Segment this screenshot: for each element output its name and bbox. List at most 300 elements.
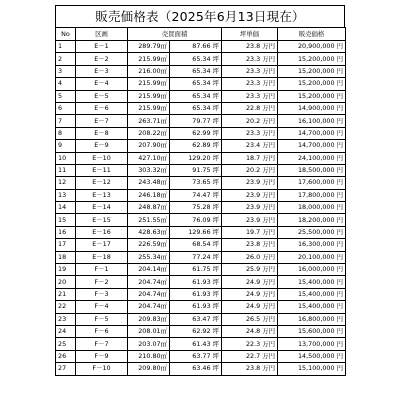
cell-no: 19 — [56, 264, 76, 276]
cell-tsubo-price — [222, 127, 278, 139]
cell-price — [278, 325, 346, 337]
cell-area-sqm — [128, 301, 170, 313]
unit-tsubo: 坪 — [212, 54, 219, 63]
area-sqm-value: 427.10 — [138, 153, 161, 162]
cell-price — [278, 115, 346, 127]
unit-manyen: 万円 — [262, 351, 275, 360]
tsubo-price-value: 19.7 — [245, 228, 261, 237]
area-sqm-value: 215.99 — [138, 54, 161, 63]
cell-no: 23 — [56, 313, 76, 325]
area-tsubo-value: 63.46 — [192, 364, 211, 373]
cell-area-tsubo — [170, 140, 222, 152]
header-area: 売買面積 — [128, 28, 222, 41]
cell-no: 24 — [56, 325, 76, 337]
unit-yen: 円 — [336, 79, 343, 88]
tsubo-price-value: 23.8 — [245, 240, 261, 249]
cell-area-tsubo — [170, 164, 222, 176]
unit-yen: 円 — [336, 265, 343, 274]
unit-yen: 円 — [336, 203, 343, 212]
cell-kukaku: E－4 — [76, 78, 128, 90]
table-row — [56, 140, 346, 152]
unit-yen: 円 — [336, 364, 343, 373]
cell-area-sqm — [128, 202, 170, 214]
unit-sqm: ㎡ — [160, 252, 167, 261]
table-row — [56, 164, 346, 176]
cell-no: 12 — [56, 177, 76, 189]
tsubo-price-value: 25.9 — [245, 265, 261, 274]
cell-price — [278, 152, 346, 164]
cell-tsubo-price — [222, 189, 278, 201]
price-value: 15,100,000 — [297, 364, 335, 373]
unit-yen: 円 — [336, 190, 343, 199]
cell-no: 16 — [56, 226, 76, 238]
price-value: 14,500,000 — [297, 351, 335, 360]
unit-tsubo: 坪 — [212, 290, 219, 298]
price-table — [55, 27, 346, 376]
unit-yen: 円 — [336, 128, 343, 137]
area-sqm-value: 251.55 — [138, 215, 161, 224]
area-tsubo-value: 87.66 — [192, 42, 211, 51]
cell-tsubo-price — [222, 325, 278, 337]
cell-price — [278, 301, 346, 313]
cell-area-tsubo — [170, 189, 222, 201]
unit-sqm: ㎡ — [160, 91, 167, 100]
cell-kukaku: E－10 — [76, 152, 128, 164]
header-kukaku: 区画 — [76, 28, 128, 41]
area-tsubo-value: 65.34 — [192, 54, 211, 63]
unit-yen: 円 — [336, 252, 343, 261]
unit-manyen: 万円 — [262, 290, 275, 298]
tsubo-price-value: 23.3 — [245, 91, 261, 100]
unit-manyen: 万円 — [262, 203, 275, 212]
cell-kukaku: E－2 — [76, 53, 128, 65]
table-row — [56, 127, 346, 139]
area-tsubo-value: 129.66 — [188, 228, 211, 237]
area-sqm-value: 248.87 — [138, 203, 161, 212]
tsubo-price-value: 24.8 — [245, 327, 261, 336]
unit-manyen: 万円 — [262, 364, 275, 373]
cell-kukaku: E－16 — [76, 226, 128, 238]
cell-area-tsubo — [170, 53, 222, 65]
cell-no: 27 — [56, 363, 76, 375]
unit-yen: 円 — [336, 91, 343, 100]
price-sheet — [55, 5, 345, 398]
table-row — [56, 313, 346, 325]
cell-tsubo-price — [222, 164, 278, 176]
area-sqm-value: 255.34 — [138, 252, 161, 261]
cell-no: 21 — [56, 288, 76, 300]
area-sqm-value: 243.48 — [138, 178, 161, 187]
unit-sqm: ㎡ — [160, 290, 167, 298]
area-tsubo-value: 62.89 — [192, 141, 211, 150]
cell-area-sqm — [128, 251, 170, 263]
price-value: 15,200,000 — [297, 54, 335, 63]
table-row — [56, 41, 346, 53]
unit-tsubo: 坪 — [212, 240, 219, 249]
cell-no: 22 — [56, 301, 76, 313]
area-sqm-value: 303.32 — [138, 166, 161, 175]
area-tsubo-value: 91.75 — [192, 166, 211, 175]
cell-kukaku: E－8 — [76, 127, 128, 139]
area-tsubo-value: 68.54 — [192, 240, 211, 249]
cell-kukaku: E－11 — [76, 164, 128, 176]
area-tsubo-value: 74.47 — [192, 190, 211, 199]
area-sqm-value: 209.80 — [138, 364, 161, 373]
unit-sqm: ㎡ — [160, 302, 167, 311]
price-value: 15,400,000 — [297, 277, 335, 286]
cell-kukaku: E－14 — [76, 202, 128, 214]
table-row — [56, 325, 346, 337]
cell-area-tsubo — [170, 41, 222, 53]
cell-tsubo-price — [222, 115, 278, 127]
cell-kukaku: E－15 — [76, 214, 128, 226]
cell-no: 3 — [56, 65, 76, 77]
price-value: 15,200,000 — [297, 79, 335, 88]
unit-sqm: ㎡ — [160, 240, 167, 249]
unit-tsubo: 坪 — [212, 277, 219, 286]
unit-manyen: 万円 — [262, 116, 275, 125]
cell-area-tsubo — [170, 288, 222, 300]
unit-tsubo: 坪 — [212, 79, 219, 88]
unit-sqm: ㎡ — [160, 228, 167, 237]
unit-tsubo: 坪 — [212, 42, 219, 51]
cell-price — [278, 53, 346, 65]
area-sqm-value: 204.14 — [138, 265, 161, 274]
table-row — [56, 338, 346, 350]
unit-manyen: 万円 — [262, 265, 275, 274]
area-sqm-value: 226.59 — [138, 240, 161, 249]
cell-area-sqm — [128, 177, 170, 189]
table-row — [56, 350, 346, 362]
unit-sqm: ㎡ — [160, 215, 167, 224]
table-row — [56, 90, 346, 102]
price-value: 15,200,000 — [297, 91, 335, 100]
cell-no: 5 — [56, 90, 76, 102]
cell-tsubo-price — [222, 338, 278, 350]
price-value: 14,900,000 — [297, 104, 335, 113]
price-value: 16,000,000 — [297, 265, 335, 274]
cell-area-sqm — [128, 350, 170, 362]
cell-price — [278, 276, 346, 288]
cell-kukaku: E－7 — [76, 115, 128, 127]
header-row — [56, 28, 346, 41]
unit-manyen: 万円 — [262, 166, 275, 175]
cell-no: 18 — [56, 251, 76, 263]
price-value: 18,000,000 — [297, 203, 335, 212]
unit-tsubo: 坪 — [212, 141, 219, 150]
cell-tsubo-price — [222, 202, 278, 214]
area-sqm-value: 215.99 — [138, 91, 161, 100]
cell-no: 1 — [56, 41, 76, 53]
cell-tsubo-price — [222, 53, 278, 65]
area-sqm-value: 207.90 — [138, 141, 161, 150]
tsubo-price-value: 22.8 — [245, 104, 261, 113]
price-value: 18,500,000 — [297, 166, 335, 175]
unit-sqm: ㎡ — [160, 141, 167, 150]
tsubo-price-value: 23.4 — [245, 141, 261, 150]
cell-kukaku: F－10 — [76, 363, 128, 375]
cell-area-sqm — [128, 53, 170, 65]
unit-yen: 円 — [336, 351, 343, 360]
tsubo-price-value: 23.3 — [245, 128, 261, 137]
cell-kukaku: F－6 — [76, 325, 128, 337]
unit-sqm: ㎡ — [160, 265, 167, 274]
cell-area-sqm — [128, 363, 170, 375]
cell-area-sqm — [128, 65, 170, 77]
area-tsubo-value: 62.99 — [192, 128, 211, 137]
tsubo-price-value: 23.3 — [245, 54, 261, 63]
unit-yen: 円 — [336, 54, 343, 63]
cell-price — [278, 202, 346, 214]
unit-yen: 円 — [336, 290, 343, 298]
price-value: 14,700,000 — [297, 141, 335, 150]
cell-no: 2 — [56, 53, 76, 65]
table-row — [56, 115, 346, 127]
tsubo-price-value: 23.9 — [245, 178, 261, 187]
area-sqm-value: 208.01 — [138, 327, 161, 336]
area-tsubo-value: 76.09 — [192, 215, 211, 224]
cell-kukaku: E－3 — [76, 65, 128, 77]
cell-price — [278, 78, 346, 90]
table-row — [56, 78, 346, 90]
cell-price — [278, 338, 346, 350]
unit-sqm: ㎡ — [160, 178, 167, 187]
header-price: 販売価格 — [278, 28, 346, 41]
unit-tsubo: 坪 — [212, 104, 219, 113]
cell-area-tsubo — [170, 202, 222, 214]
cell-kukaku: E－9 — [76, 140, 128, 152]
tsubo-price-value: 23.9 — [245, 215, 261, 224]
area-sqm-value: 204.74 — [138, 277, 161, 286]
cell-tsubo-price — [222, 350, 278, 362]
cell-area-sqm — [128, 189, 170, 201]
unit-manyen: 万円 — [262, 153, 275, 162]
unit-manyen: 万円 — [262, 252, 275, 261]
cell-no: 4 — [56, 78, 76, 90]
cell-area-sqm — [128, 102, 170, 114]
unit-yen: 円 — [336, 339, 343, 348]
cell-kukaku: E－13 — [76, 189, 128, 201]
cell-price — [278, 41, 346, 53]
unit-manyen: 万円 — [262, 302, 275, 311]
unit-manyen: 万円 — [262, 79, 275, 88]
cell-price — [278, 251, 346, 263]
cell-kukaku: E－6 — [76, 102, 128, 114]
cell-area-tsubo — [170, 251, 222, 263]
unit-tsubo: 坪 — [212, 166, 219, 175]
unit-manyen: 万円 — [262, 54, 275, 63]
cell-area-tsubo — [170, 264, 222, 276]
unit-tsubo: 坪 — [212, 190, 219, 199]
price-value: 15,600,000 — [297, 327, 335, 336]
tsubo-price-value: 23.8 — [245, 364, 261, 373]
unit-yen: 円 — [336, 104, 343, 113]
cell-price — [278, 90, 346, 102]
area-sqm-value: 215.99 — [138, 79, 161, 88]
unit-manyen: 万円 — [262, 339, 275, 348]
table-row — [56, 363, 346, 375]
unit-tsubo: 坪 — [212, 128, 219, 137]
cell-tsubo-price — [222, 313, 278, 325]
area-tsubo-value: 65.34 — [192, 91, 211, 100]
cell-area-tsubo — [170, 152, 222, 164]
unit-yen: 円 — [336, 314, 343, 323]
cell-price — [278, 102, 346, 114]
cell-area-sqm — [128, 90, 170, 102]
cell-no: 20 — [56, 276, 76, 288]
cell-no: 14 — [56, 202, 76, 214]
tsubo-price-value: 24.9 — [245, 302, 261, 311]
unit-manyen: 万円 — [262, 104, 275, 113]
unit-yen: 円 — [336, 42, 343, 51]
cell-area-tsubo — [170, 338, 222, 350]
tsubo-price-value: 23.9 — [245, 203, 261, 212]
table-row — [56, 53, 346, 65]
cell-area-tsubo — [170, 90, 222, 102]
unit-manyen: 万円 — [262, 190, 275, 199]
unit-sqm: ㎡ — [160, 203, 167, 212]
cell-area-sqm — [128, 152, 170, 164]
table-body — [56, 41, 346, 376]
cell-no: 10 — [56, 152, 76, 164]
cell-tsubo-price — [222, 226, 278, 238]
unit-tsubo: 坪 — [212, 203, 219, 212]
cell-area-sqm — [128, 127, 170, 139]
cell-tsubo-price — [222, 152, 278, 164]
price-value: 24,100,000 — [297, 153, 335, 162]
cell-kukaku: F－9 — [76, 350, 128, 362]
cell-no: 11 — [56, 164, 76, 176]
area-sqm-value: 203.07 — [138, 339, 161, 348]
area-tsubo-value: 61.93 — [192, 302, 211, 311]
cell-area-tsubo — [170, 127, 222, 139]
price-value: 18,200,000 — [297, 215, 335, 224]
cell-tsubo-price — [222, 288, 278, 300]
unit-sqm: ㎡ — [160, 314, 167, 323]
area-sqm-value: 204.74 — [138, 290, 161, 298]
unit-sqm: ㎡ — [160, 351, 167, 360]
table-row — [56, 65, 346, 77]
unit-tsubo: 坪 — [212, 265, 219, 274]
cell-area-sqm — [128, 325, 170, 337]
cell-area-sqm — [128, 115, 170, 127]
unit-manyen: 万円 — [262, 215, 275, 224]
tsubo-price-value: 20.2 — [245, 116, 261, 125]
area-sqm-value: 208.22 — [138, 128, 161, 137]
cell-area-sqm — [128, 41, 170, 53]
area-tsubo-value: 63.47 — [192, 314, 211, 323]
area-sqm-value: 204.74 — [138, 302, 161, 311]
unit-manyen: 万円 — [262, 42, 275, 51]
cell-price — [278, 214, 346, 226]
tsubo-price-value: 23.9 — [245, 190, 261, 199]
cell-tsubo-price — [222, 239, 278, 251]
tsubo-price-value: 23.8 — [245, 42, 261, 51]
unit-manyen: 万円 — [262, 91, 275, 100]
area-sqm-value: 210.80 — [138, 351, 161, 360]
table-row — [56, 177, 346, 189]
cell-kukaku: E－12 — [76, 177, 128, 189]
cell-area-tsubo — [170, 214, 222, 226]
cell-area-tsubo — [170, 102, 222, 114]
cell-area-tsubo — [170, 350, 222, 362]
unit-sqm: ㎡ — [160, 327, 167, 336]
price-value: 16,800,000 — [297, 314, 335, 323]
price-value: 16,100,000 — [297, 116, 335, 125]
table-row — [56, 239, 346, 251]
unit-yen: 円 — [336, 116, 343, 125]
unit-sqm: ㎡ — [160, 166, 167, 175]
header-tsubo-price: 坪単価 — [222, 28, 278, 41]
area-tsubo-value: 65.34 — [192, 66, 211, 75]
cell-no: 7 — [56, 115, 76, 127]
unit-manyen: 万円 — [262, 228, 275, 237]
unit-sqm: ㎡ — [160, 42, 167, 51]
unit-sqm: ㎡ — [160, 190, 167, 199]
cell-tsubo-price — [222, 140, 278, 152]
unit-yen: 円 — [336, 166, 343, 175]
unit-yen: 円 — [336, 153, 343, 162]
cell-area-sqm — [128, 264, 170, 276]
cell-area-tsubo — [170, 276, 222, 288]
cell-area-sqm — [128, 164, 170, 176]
cell-area-tsubo — [170, 325, 222, 337]
unit-sqm: ㎡ — [160, 364, 167, 373]
cell-kukaku: F－5 — [76, 313, 128, 325]
cell-tsubo-price — [222, 264, 278, 276]
area-tsubo-value: 129.20 — [188, 153, 211, 162]
unit-tsubo: 坪 — [212, 339, 219, 348]
unit-tsubo: 坪 — [212, 116, 219, 125]
cell-price — [278, 350, 346, 362]
tsubo-price-value: 24.9 — [245, 290, 261, 298]
area-sqm-value: 209.83 — [138, 314, 161, 323]
cell-tsubo-price — [222, 177, 278, 189]
cell-tsubo-price — [222, 78, 278, 90]
unit-tsubo: 坪 — [212, 91, 219, 100]
unit-manyen: 万円 — [262, 277, 275, 286]
unit-tsubo: 坪 — [212, 215, 219, 224]
price-value: 20,100,000 — [297, 252, 335, 261]
cell-area-tsubo — [170, 301, 222, 313]
unit-sqm: ㎡ — [160, 66, 167, 75]
cell-price — [278, 313, 346, 325]
cell-no: 25 — [56, 338, 76, 350]
cell-no: 17 — [56, 239, 76, 251]
unit-sqm: ㎡ — [160, 128, 167, 137]
unit-sqm: ㎡ — [160, 116, 167, 125]
cell-tsubo-price — [222, 276, 278, 288]
cell-area-sqm — [128, 313, 170, 325]
cell-kukaku: E－1 — [76, 41, 128, 53]
cell-area-tsubo — [170, 313, 222, 325]
cell-tsubo-price — [222, 65, 278, 77]
table-row — [56, 189, 346, 201]
area-sqm-value: 216.00 — [138, 66, 161, 75]
unit-sqm: ㎡ — [160, 54, 167, 63]
cell-price — [278, 164, 346, 176]
table-row — [56, 214, 346, 226]
unit-manyen: 万円 — [262, 327, 275, 336]
price-value: 17,800,000 — [297, 190, 335, 199]
unit-yen: 円 — [336, 141, 343, 150]
cell-area-sqm — [128, 214, 170, 226]
cell-kukaku: E－5 — [76, 90, 128, 102]
price-value: 15,200,000 — [297, 66, 335, 75]
unit-manyen: 万円 — [262, 66, 275, 75]
tsubo-price-value: 24.9 — [245, 277, 261, 286]
cell-area-sqm — [128, 239, 170, 251]
